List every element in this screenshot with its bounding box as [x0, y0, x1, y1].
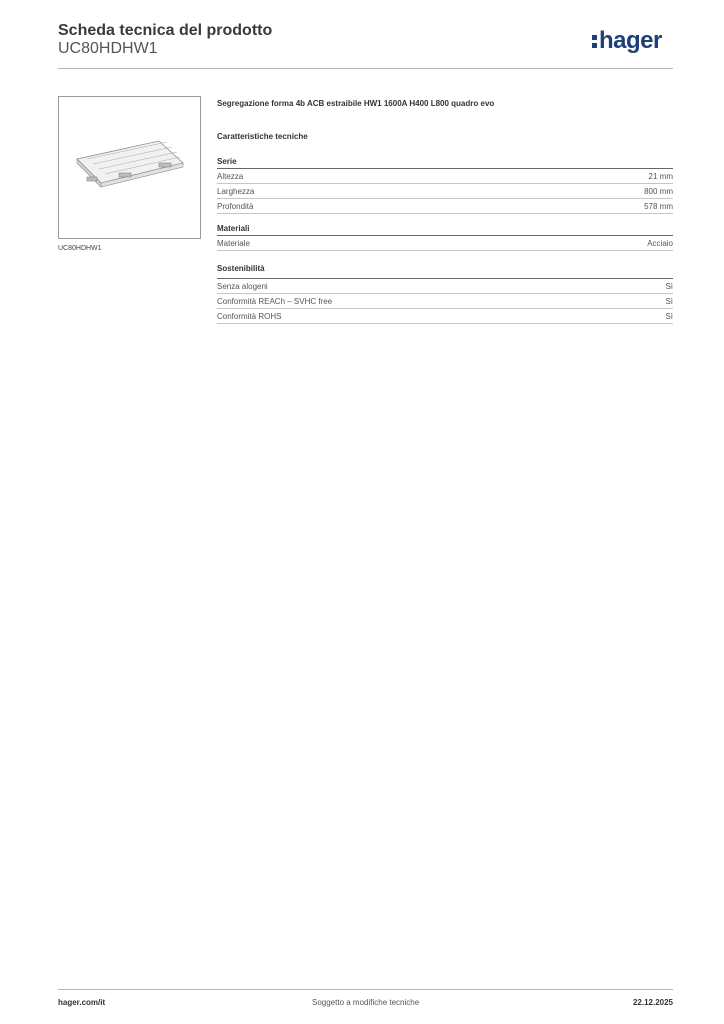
product-illustration-icon [59, 97, 200, 238]
spec-row-reach [217, 294, 673, 309]
section-title-serie: Serie [217, 157, 237, 166]
spec-value: Acciaio [647, 239, 673, 248]
spec-label: Conformità REACh – SVHC free [217, 297, 333, 306]
spec-value: Sì [665, 282, 673, 291]
spec-value: 21 mm [648, 172, 673, 181]
spec-label: Conformità ROHS [217, 312, 282, 321]
product-image [58, 96, 201, 239]
spec-label: Altezza [217, 172, 244, 181]
footer-note: Soggetto a modifiche tecniche [312, 998, 420, 1007]
header-divider [58, 68, 673, 69]
logo-text: hager [599, 27, 662, 54]
footer-divider [58, 989, 673, 990]
spec-label: Senza alogeni [217, 282, 268, 291]
product-description: Segregazione forma 4b ACB estraibile HW1 1600A H400 L800 quadro evo [217, 99, 495, 108]
logo-dots-icon [592, 32, 598, 51]
spec-row-rohs [217, 309, 673, 324]
tech-heading: Caratteristiche tecniche [217, 132, 308, 141]
spec-value: 578 mm [644, 202, 673, 211]
section-title-sostenibilita: Sostenibilità [217, 264, 265, 273]
spec-label: Materiale [217, 239, 250, 248]
hager-logo [592, 26, 662, 56]
spec-label: Larghezza [217, 187, 255, 196]
image-caption: UC80HDHW1 [58, 245, 102, 252]
spec-value: Sì [665, 312, 673, 321]
page-title: Scheda tecnica del prodotto [58, 22, 273, 39]
spec-row-materiale [217, 236, 673, 251]
spec-value: Sì [665, 297, 673, 306]
spec-row-senza-alogeni [217, 279, 673, 294]
spec-row-larghezza [217, 184, 673, 199]
spec-label: Profondità [217, 202, 254, 211]
spec-row-altezza [217, 169, 673, 184]
spec-value: 800 mm [644, 187, 673, 196]
product-code: UC80HDHW1 [58, 40, 158, 57]
section-title-materiali: Materiali [217, 224, 250, 233]
footer-website-link[interactable]: hager.com/it [58, 998, 106, 1007]
spec-row-profondita [217, 199, 673, 214]
footer-date: 22.12.2025 [632, 998, 673, 1007]
